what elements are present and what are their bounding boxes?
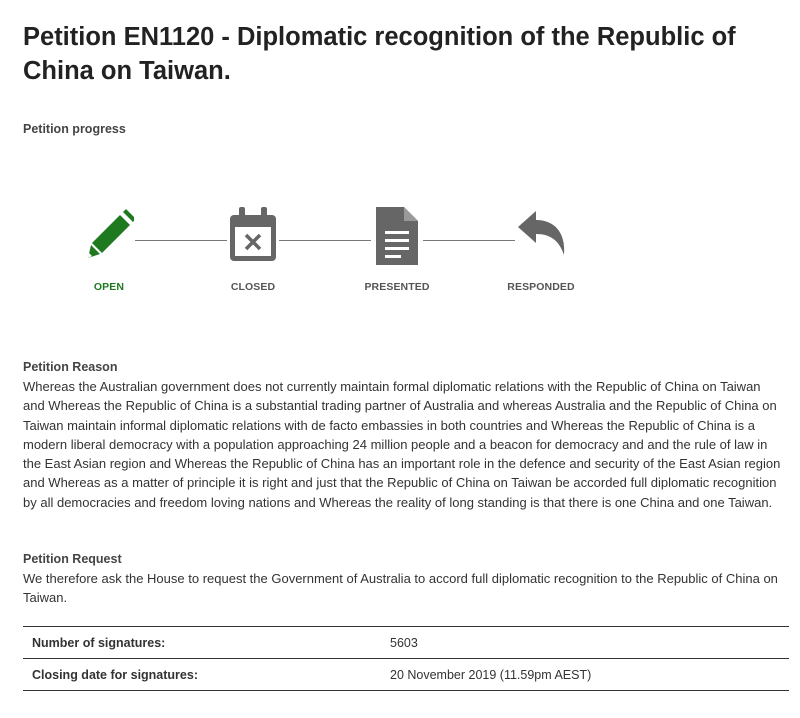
- reply-arrow-icon: [516, 205, 566, 271]
- table-row: [23, 627, 789, 659]
- document-icon: [372, 205, 422, 271]
- progress-connector: [279, 240, 371, 241]
- progress-heading: Petition progress: [23, 122, 126, 136]
- closing-date-label: Closing date for signatures:: [23, 659, 390, 691]
- signatures-label: Number of signatures:: [23, 627, 390, 659]
- petition-progress-tracker: [23, 205, 789, 305]
- progress-connector: [135, 240, 227, 241]
- petition-request-text: We therefore ask the House to request the Government of Australia to accord full diplomatic recognition to the Republic of China on Taiwan.: [23, 571, 778, 606]
- progress-step-label: RESPONDED: [507, 281, 575, 293]
- page-title: Petition EN1120 - Diplomatic recognition of the Republic of China on Taiwan.: [23, 23, 736, 85]
- petition-request-heading: Petition Request: [23, 552, 122, 566]
- progress-step-label: OPEN: [93, 281, 125, 293]
- calendar-x-icon: [228, 205, 278, 271]
- petition-reason-heading: Petition Reason: [23, 360, 118, 374]
- petition-details-table: [23, 626, 789, 691]
- progress-connector: [423, 240, 515, 241]
- closing-date-value: 20 November 2019 (11.59pm AEST): [390, 659, 789, 691]
- signatures-value: 5603: [390, 627, 789, 659]
- table-row: [23, 659, 789, 691]
- progress-step-label: CLOSED: [230, 281, 276, 293]
- progress-step-label: PRESENTED: [364, 281, 430, 293]
- pencil-icon: [84, 205, 134, 271]
- petition-reason-text: Whereas the Australian government does not currently maintain formal diplomatic relations with the Republic of China on Taiwan and Whereas the Republic of China is a substantial trading partner of Australia and whereas Australia and the Republic of China on Taiwan maintain informal diplomatic relations with de facto embassies in both countries and Whereas the Republic of China is a modern liberal democracy with a population approaching 24 million people and a beacon for democracy and and the rule of law in the East Asian region and Whereas the Republic of China has an important role in the defence and security of the East Asian region and Whereas as a matter of principle it is right and just that the Republic of China on Taiwan be accorded full diplomatic recognition by all democracies and freedom loving nations and Whereas the reality of long standing is that there is one China and one Taiwan.: [23, 379, 781, 510]
